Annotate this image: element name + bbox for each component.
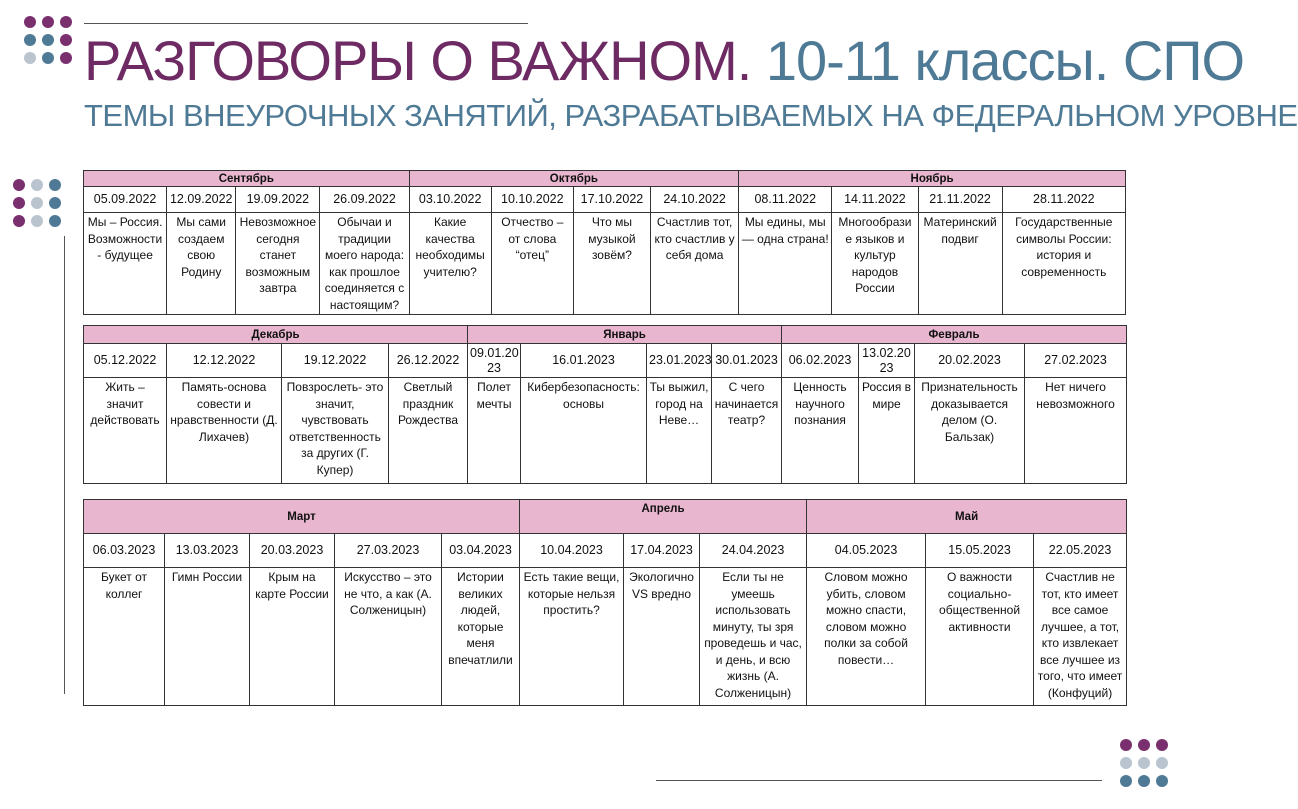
date-cell: 14.11.2022 <box>832 187 918 213</box>
dots-decoration-bottom <box>1120 739 1168 787</box>
topic-cell: С чего начинается театр? <box>712 378 782 484</box>
topic-cell: Ты выжил, город на Неве… <box>647 378 712 484</box>
date-cell: 15.05.2023 <box>926 534 1034 568</box>
topic-cell: Экологично VS вредно <box>624 568 700 706</box>
dots-decoration-left <box>13 179 61 227</box>
month-header: Май <box>807 500 1127 534</box>
topic-cell: Мы сами создаем свою Родину <box>167 213 236 315</box>
topic-cell: Обычаи и традиции моего народа: как прошлое соединяется с настоящим? <box>320 213 409 315</box>
date-cell: 06.02.2023 <box>782 344 859 378</box>
date-cell: 04.05.2023 <box>807 534 926 568</box>
month-header: Февраль <box>782 326 1127 344</box>
left-vertical-line <box>64 236 65 694</box>
topic-cell: Память-основа совести и нравственности (Д. Лихачев) <box>167 378 282 484</box>
page-title <box>84 26 1244 96</box>
date-cell: 26.09.2022 <box>320 187 409 213</box>
date-cell: 10.04.2023 <box>520 534 624 568</box>
topic-cell: Признательность доказывается делом (О. Бальзак) <box>915 378 1025 484</box>
date-cell: 17.04.2023 <box>624 534 700 568</box>
date-cell: 27.03.2023 <box>335 534 442 568</box>
topic-cell: Счастлив не тот, кто имеет все самое лучшее, а тот, кто извлекает все лучшее из того, что имеет (Конфуций) <box>1034 568 1127 706</box>
topic-cell: Гимн России <box>165 568 250 706</box>
date-cell: 09.01.20 23 <box>468 344 521 378</box>
date-cell: 20.02.2023 <box>915 344 1025 378</box>
date-cell: 19.12.2022 <box>282 344 389 378</box>
date-cell: 21.11.2022 <box>918 187 1002 213</box>
topic-cell: Что мы музыкой зовём? <box>573 213 650 315</box>
date-cell: 20.03.2023 <box>250 534 335 568</box>
topic-cell: Словом можно убить, словом можно спасти, словом можно полки за собой повести… <box>807 568 926 706</box>
topic-cell: Россия в мире <box>859 378 915 484</box>
date-cell: 22.05.2023 <box>1034 534 1127 568</box>
topic-cell: Отчество – от слова “отец” <box>491 213 573 315</box>
topic-cell: Жить – значит действовать <box>84 378 167 484</box>
topic-cell: Счастлив тот, кто счастлив у себя дома <box>651 213 739 315</box>
date-cell: 26.12.2022 <box>389 344 468 378</box>
date-cell: 13.02.20 23 <box>859 344 915 378</box>
date-cell: 08.11.2022 <box>739 187 832 213</box>
date-cell: 17.10.2022 <box>573 187 650 213</box>
topic-cell: Кибербезопасность: основы <box>521 378 647 484</box>
month-header: Апрель <box>520 500 807 534</box>
topic-cell: Крым на карте России <box>250 568 335 706</box>
topic-cell: Нет ничего невозможного <box>1025 378 1127 484</box>
date-cell: 16.01.2023 <box>521 344 647 378</box>
bottom-divider-line <box>656 780 1102 781</box>
dots-decoration-top <box>24 16 72 64</box>
topic-cell: Искусство – это не что, а как (А. Солженицын) <box>335 568 442 706</box>
title-part1: РАЗГОВОРЫ О ВАЖНОМ. <box>84 29 752 92</box>
topic-cell: Какие качества необходимы учителю? <box>409 213 491 315</box>
topic-cell: О важности социально-общественной активности <box>926 568 1034 706</box>
date-cell: 27.02.2023 <box>1025 344 1127 378</box>
topic-cell: Мы – Россия. Возможности - будущее <box>84 213 167 315</box>
topic-cell: Повзрослеть- это значит, чувствовать ответственность за других (Г. Купер) <box>282 378 389 484</box>
topic-cell: Невозможное сегодня станет возможным завтра <box>236 213 320 315</box>
date-cell: 10.10.2022 <box>491 187 573 213</box>
date-cell: 03.10.2022 <box>409 187 491 213</box>
date-cell: 05.12.2022 <box>84 344 167 378</box>
month-header: Ноябрь <box>739 171 1126 187</box>
date-cell: 24.10.2022 <box>651 187 739 213</box>
month-header: Октябрь <box>409 171 739 187</box>
date-cell: 03.04.2023 <box>442 534 520 568</box>
month-header: Декабрь <box>84 326 468 344</box>
schedule-table-autumn <box>83 170 1126 315</box>
date-cell: 12.12.2022 <box>167 344 282 378</box>
month-header: Март <box>84 500 520 534</box>
page-subtitle: ТЕМЫ ВНЕУРОЧНЫХ ЗАНЯТИЙ, РАЗРАБАТЫВАЕМЫХ НА ФЕДЕРАЛЬНОМ УРОВНЕ <box>84 98 1298 133</box>
topic-cell: Светлый праздник Рождества <box>389 378 468 484</box>
topic-cell: Мы едины, мы — одна страна! <box>739 213 832 315</box>
topic-cell: Есть такие вещи, которые нельзя простить? <box>520 568 624 706</box>
title-part2: 10-11 классы. СПО <box>765 29 1245 92</box>
date-cell: 30.01.2023 <box>712 344 782 378</box>
topic-cell: Если ты не умеешь использовать минуту, ты зря проведешь и час, и день, и всю жизнь (А. Солженицын) <box>700 568 807 706</box>
date-cell: 23.01.2023 <box>647 344 712 378</box>
topic-cell: Полет мечты <box>468 378 521 484</box>
topic-cell: Ценность научного познания <box>782 378 859 484</box>
month-header: Сентябрь <box>84 171 410 187</box>
month-header: Январь <box>468 326 782 344</box>
schedule-table-spring <box>83 499 1127 706</box>
topic-cell: Истории великих людей, которые меня впечатлили <box>442 568 520 706</box>
date-cell: 19.09.2022 <box>236 187 320 213</box>
date-cell: 28.11.2022 <box>1002 187 1125 213</box>
topic-cell: Многообрази е языков и культур народов России <box>832 213 918 315</box>
topic-cell: Материнский подвиг <box>918 213 1002 315</box>
schedule-table-winter <box>83 325 1127 484</box>
date-cell: 06.03.2023 <box>84 534 165 568</box>
topic-cell: Государственные символы России: история и современность <box>1002 213 1125 315</box>
top-divider-line <box>84 23 528 24</box>
topic-cell: Букет от коллег <box>84 568 165 706</box>
date-cell: 24.04.2023 <box>700 534 807 568</box>
date-cell: 12.09.2022 <box>167 187 236 213</box>
date-cell: 13.03.2023 <box>165 534 250 568</box>
date-cell: 05.09.2022 <box>84 187 167 213</box>
